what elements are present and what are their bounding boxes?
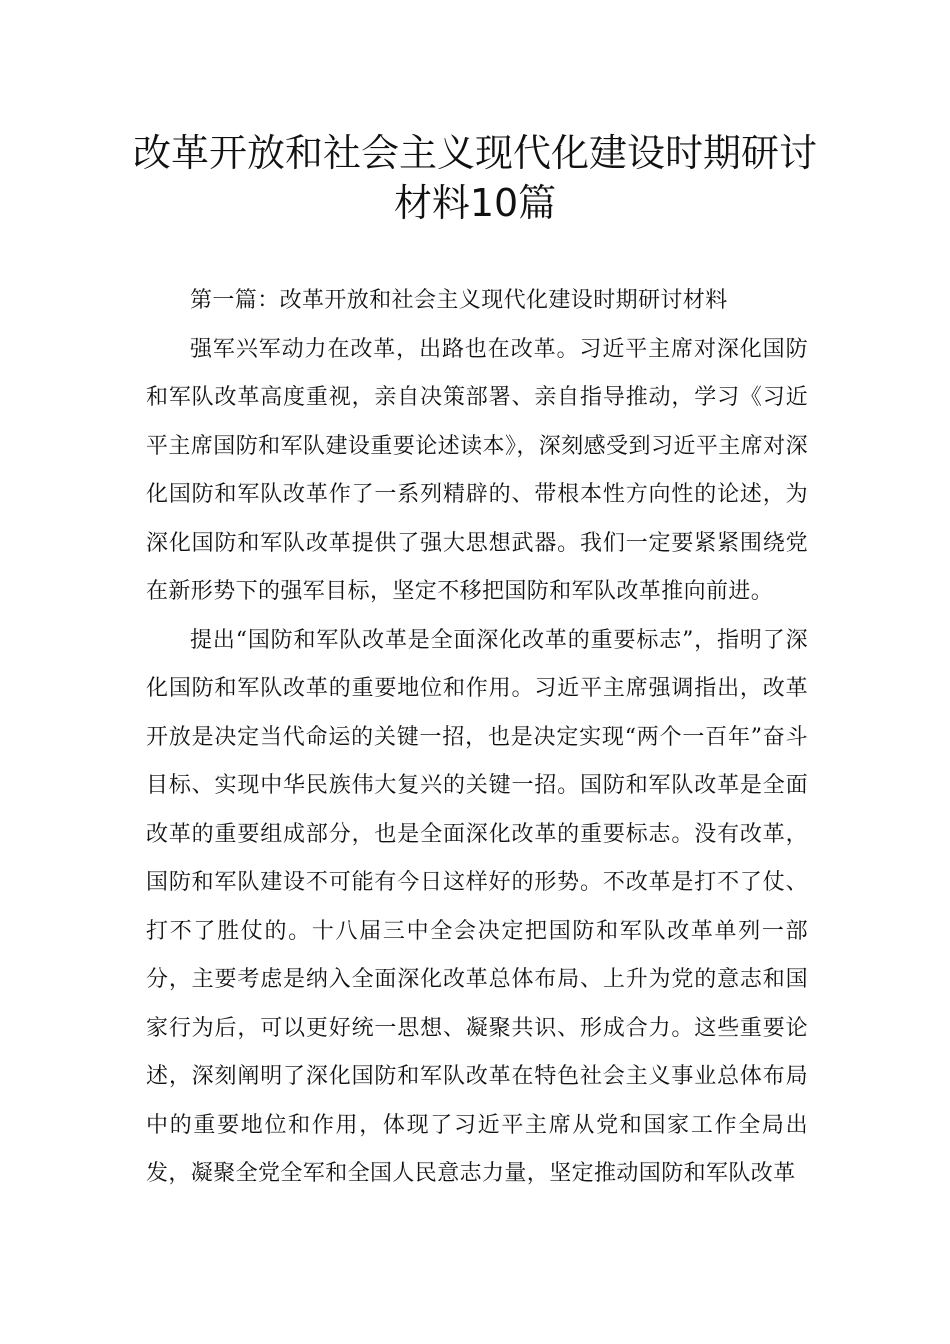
document-body [146,277,808,1199]
paragraph: 强军兴军动力在改革，出路也在改革。习近平主席对深化国防和军队改革高度重视，亲自决策部署、亲自指导推动，学习《习近平主席国防和军队建设重要论述读本》，深刻感受到习近平主席对深化国防和军队改革作了一系列精辟的、带根本性方向性的论述，为深化国防和军队改革提供了强大思想武器。我们一定要紧紧围绕党在新形势下的强军目标，坚定不移把国防和军队改革推向前进。 [146,336,808,604]
document-title: 改革开放和社会主义现代化建设时期研讨材料10篇 [132,131,817,225]
paragraph-heading: 第一篇：改革开放和社会主义现代化建设时期研讨材料 [190,288,728,313]
paragraph: 提出“国防和军队改革是全面深化改革的重要标志”，指明了深化国防和军队改革的重要地位和作用。习近平主席强调指出，改革开放是决定当代命运的关键一招，也是决定实现“两个一百年”奋斗目标、实现中华民族伟大复兴的关键一招。国防和军队改革是全面改革的重要组成部分，也是全面深化改革的重要标志。没有改革，国防和军队建设不可能有今日这样好的形势。不改革是打不了仗、打不了胜仗的。十八届三中全会决定把国防和军队改革单列一部分，主要考虑是纳入全面深化改革总体布局、上升为党的意志和国家行为后，可以更好统一思想、凝聚共识、形成合力。这些重要论述，深刻阐明了深化国防和军队改革在特色社会主义事业总体布局中的重要地位和作用，体现了习近平主席从党和国家工作全局出发，凝聚全党全军和全国人民意志力量，坚定推动国防和军队改革 [146,627,808,1186]
